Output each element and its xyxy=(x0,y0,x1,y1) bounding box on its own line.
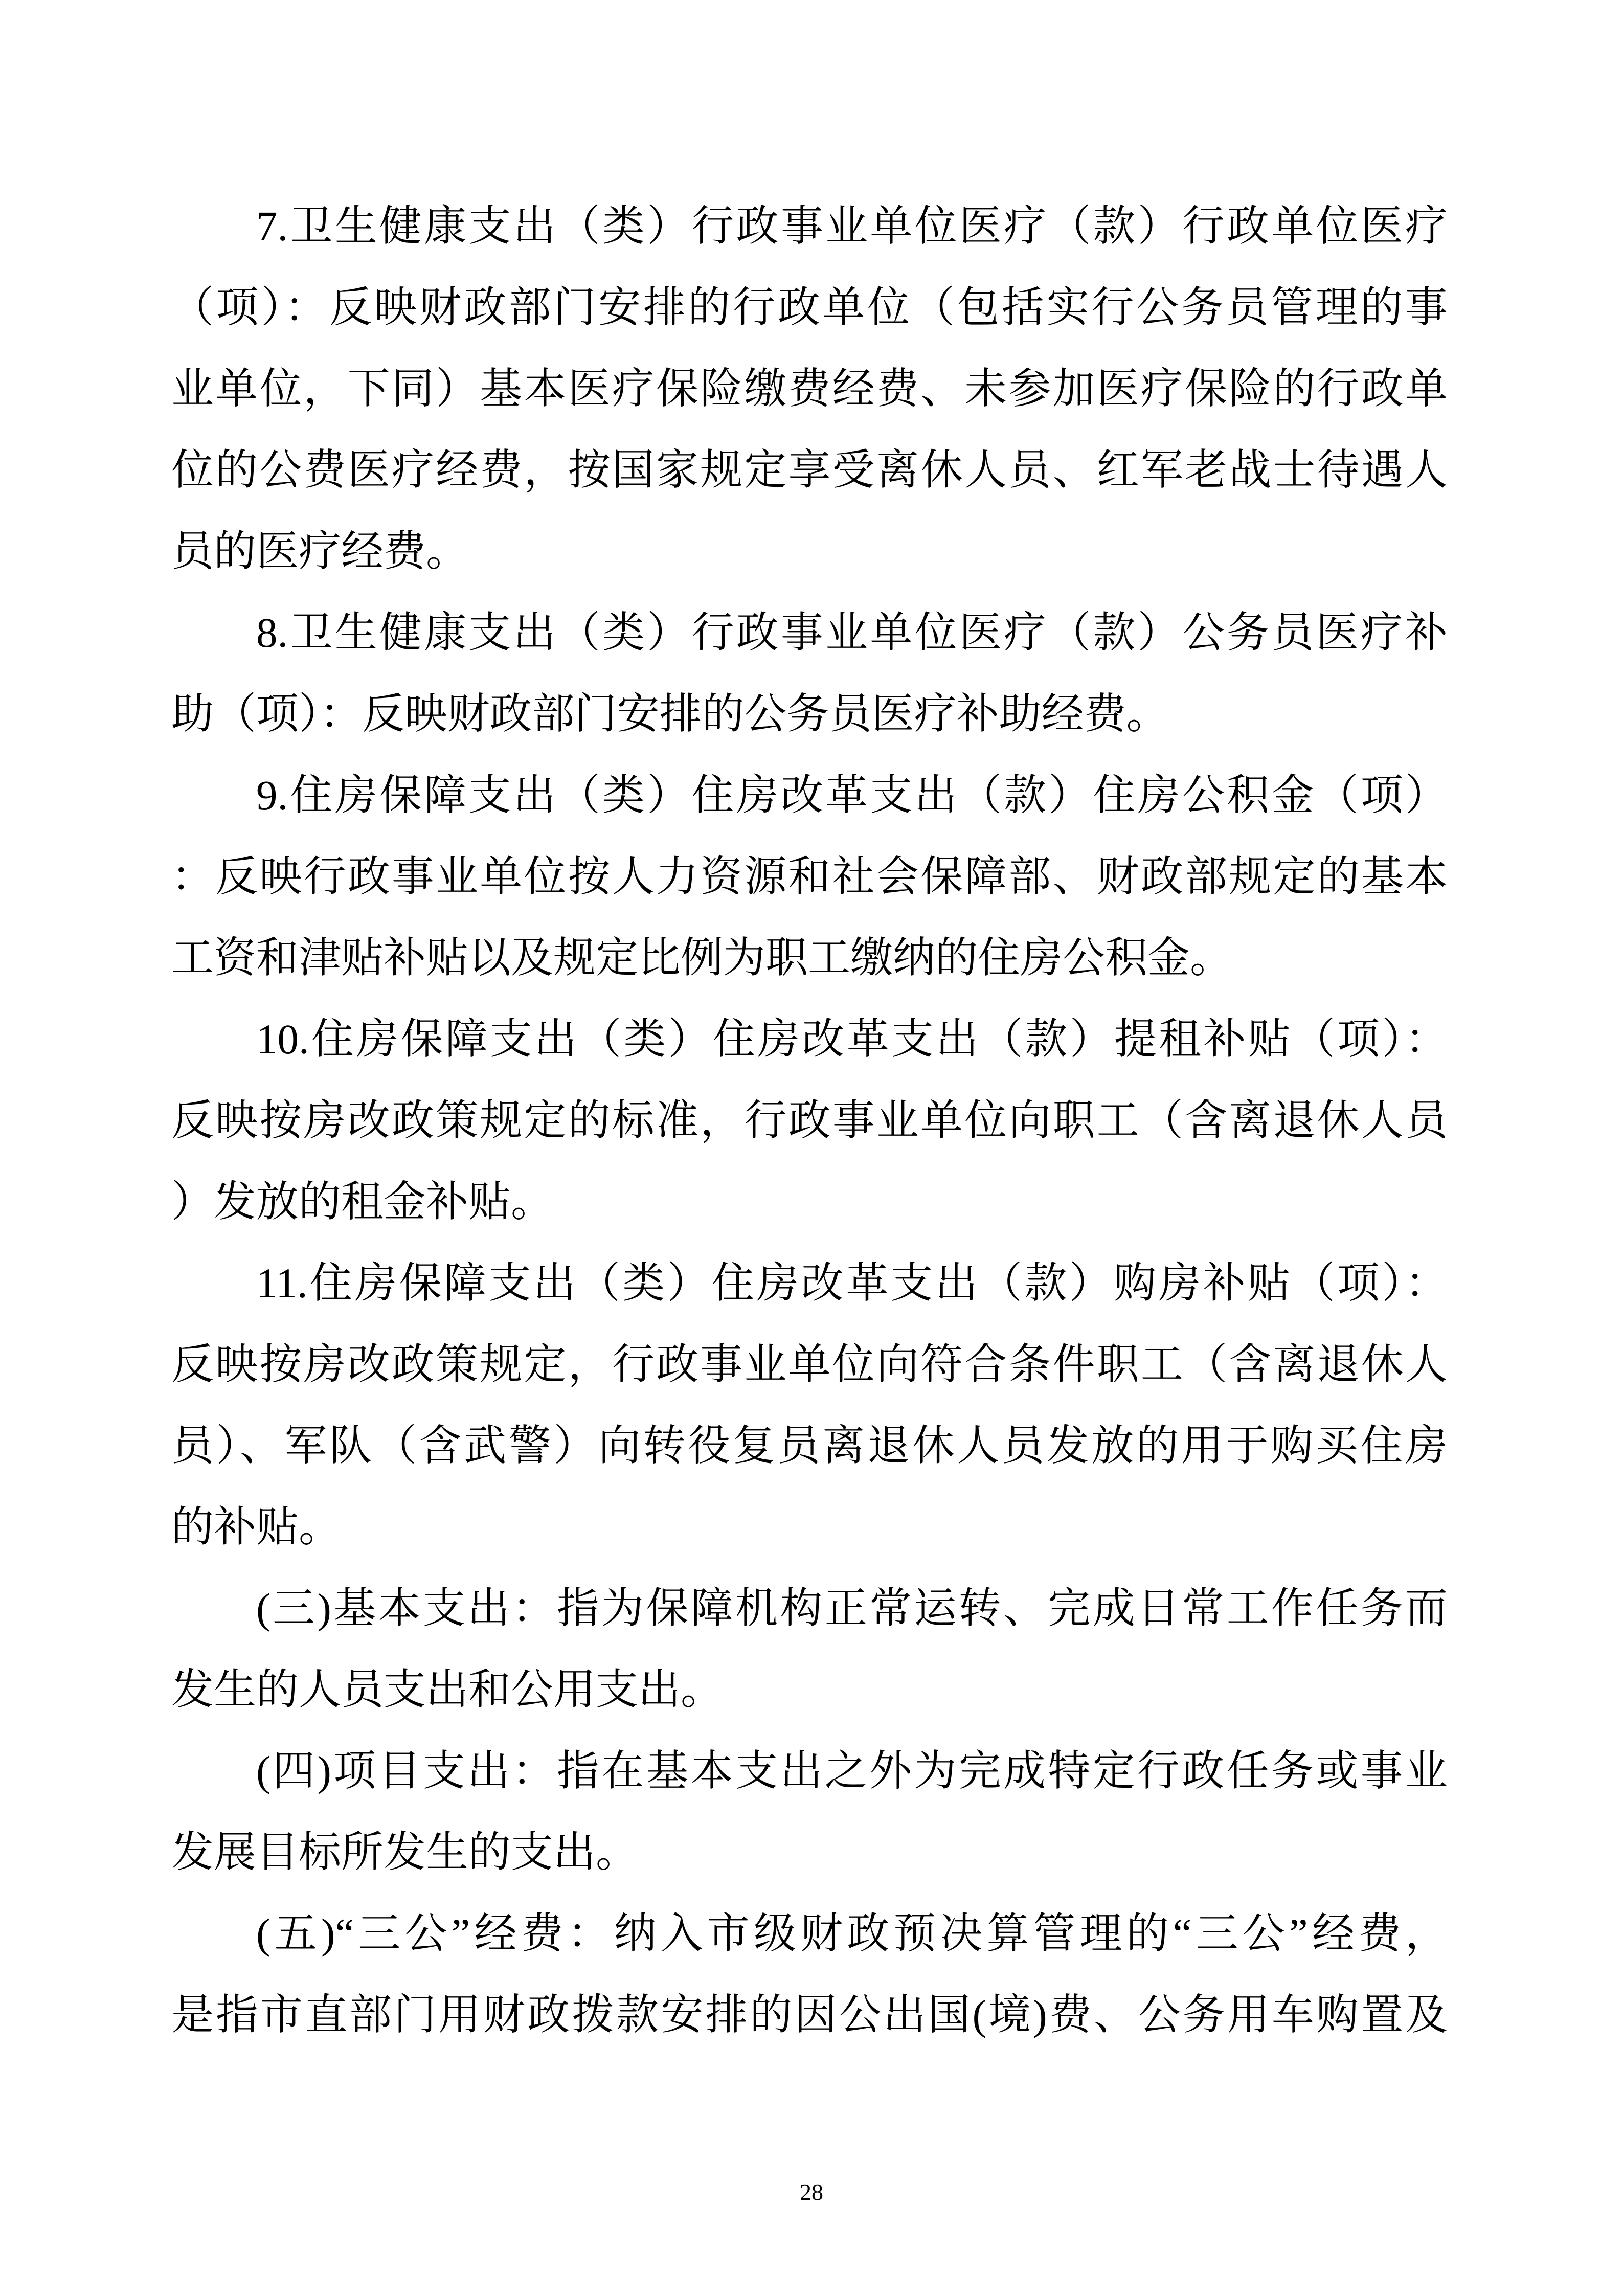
text-line: (三)基本支出：指为保障机构正常运转、完成日常工作任务而 xyxy=(256,1585,1448,1632)
text-line: 反映按房改政策规定，行政事业单位向符合条件职工（含离退休人 xyxy=(171,1341,1448,1388)
text-line: 业单位，下同）基本医疗保险缴费经费、未参加医疗保险的行政单 xyxy=(171,365,1448,412)
text-line: （项）：反映财政部门安排的行政单位（包括实行公务员管理的事 xyxy=(171,284,1448,331)
text-line: ：反映行政事业单位按人力资源和社会保障部、财政部规定的基本 xyxy=(171,853,1448,900)
text-line: 是指市直部门用财政拨款安排的因公出国(境)费、公务用车购置及 xyxy=(171,1991,1448,2038)
text-line: 的补贴。 xyxy=(171,1503,341,1550)
text-line: (五)“三公”经费：纳入市级财政预决算管理的“三公”经费， xyxy=(256,1910,1448,1957)
text-line: 反映按房改政策规定的标准，行政事业单位向职工（含离退休人员 xyxy=(171,1097,1448,1144)
document-body xyxy=(171,186,1448,2056)
text-line: ）发放的租金补贴。 xyxy=(171,1178,553,1225)
text-line: (四)项目支出：指在基本支出之外为完成特定行政任务或事业 xyxy=(256,1747,1448,1794)
text-line: 员）、军队（含武警）向转役复员离退休人员发放的用于购买住房 xyxy=(171,1422,1448,1469)
text-line: 10.住房保障支出（类）住房改革支出（款）提租补贴（项）： xyxy=(256,1016,1448,1063)
text-line: 8.卫生健康支出（类）行政事业单位医疗（款）公务员医疗补 xyxy=(256,609,1448,656)
text-line: 位的公费医疗经费，按国家规定享受离休人员、红军老战士待遇人 xyxy=(171,446,1448,493)
text-line: 员的医疗经费。 xyxy=(171,528,468,575)
text-line: 发生的人员支出和公用支出。 xyxy=(171,1666,723,1713)
text-line: 助（项）：反映财政部门安排的公务员医疗补助经费。 xyxy=(171,690,1169,737)
text-line: 发展目标所发生的支出。 xyxy=(171,1829,638,1876)
text-line: 工资和津贴补贴以及规定比例为职工缴纳的住房公积金。 xyxy=(171,934,1232,981)
text-line: 7.卫生健康支出（类）行政事业单位医疗（款）行政单位医疗 xyxy=(256,202,1448,250)
text-line: 11.住房保障支出（类）住房改革支出（款）购房补贴（项）： xyxy=(256,1259,1448,1307)
page-number: 28 xyxy=(800,2179,823,2205)
text-line: 9.住房保障支出（类）住房改革支出（款）住房公积金（项） xyxy=(256,772,1448,819)
